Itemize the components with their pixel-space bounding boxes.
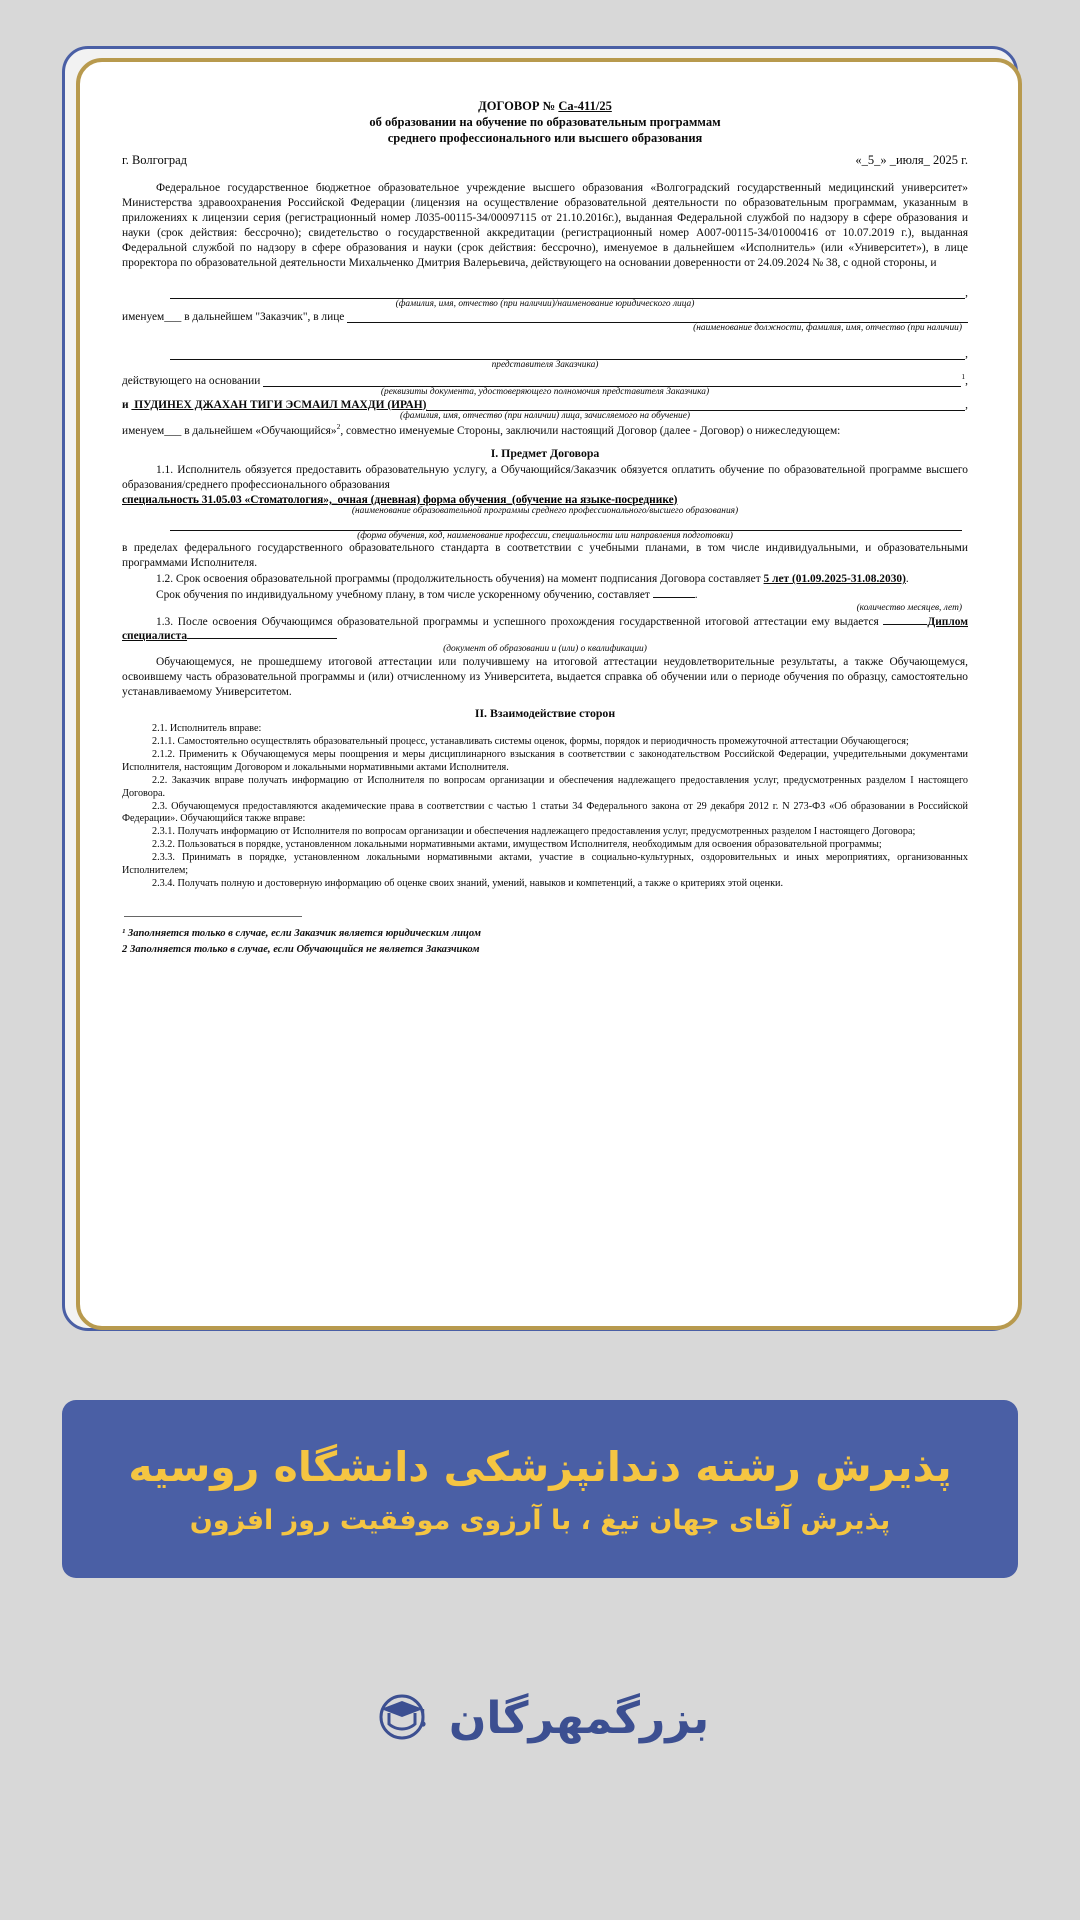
footnote-1: ¹ Заполняется только в случае, если Заказчик является юридическим лицом bbox=[122, 928, 482, 940]
form-of-study-caption: (форма обучения, код, наименование профессии, специальности или направления подготовки) bbox=[357, 530, 733, 541]
clause-1-2-individual-plan bbox=[122, 588, 968, 603]
student-name-blank[interactable] bbox=[426, 399, 965, 411]
student-name-caption: (фамилия, имя, отчество (при наличии) лица, зачисляемого на обучение) bbox=[400, 410, 690, 421]
customer-name-field-group bbox=[122, 287, 968, 310]
representative-field-group bbox=[122, 348, 968, 371]
section-two-items bbox=[122, 723, 968, 890]
clause-1-3-followup-text: Обучающемуся, не прошедшему итоговой аттестации или получившему на итоговой аттестации неудовлетворительные результаты, а также Обучающемуся, освоившему часть образовательной программы и (или) отчисленному из Университета, выдается справка об обучении или о периоде обучения по образцу, самостоятельно устанавливаемому Университетом. bbox=[122, 655, 968, 698]
joint-footnote-marker: 2 bbox=[336, 422, 341, 432]
banner-subheadline: پذیرش آقای جهان تیغ ، با آرزوی موفقیت روز افزون bbox=[189, 1504, 891, 1536]
joint-line-b: , совместно именуемые Стороны, заключили настоящий Договор (далее - Договор) о нижеследующем: bbox=[340, 425, 841, 438]
representative-caption: представителя Заказчика) bbox=[491, 360, 599, 371]
program-caption: (наименование образовательной программы среднего профессионального/высшего образования) bbox=[351, 505, 739, 516]
banner-headline: پذیرش رشته دندانپزشکی دانشگاه روسیه bbox=[128, 1442, 952, 1491]
customer-representative-blank[interactable] bbox=[347, 311, 968, 323]
place-and-date-row bbox=[122, 153, 968, 168]
diploma-blank-right[interactable] bbox=[187, 638, 337, 639]
clause-1-2-tail: . bbox=[905, 573, 909, 586]
customer-name-line: , bbox=[122, 287, 968, 299]
clause-1-2-b-post: . bbox=[694, 588, 698, 601]
clause-2-3-1: 2.3.1. Получать информацию от Исполнителя по вопросам организации и обеспечения надлежащего предоставления услуг, предусмотренных разделом I настоящего Договора; bbox=[152, 826, 916, 838]
clause-2-3: 2.3. Обучающемуся предоставляются академические права в соответствии с частью 1 статьи 34 Федерального закона от 29 декабря 2012 г. N 273-ФЗ «Об образовании в Российской Федерации». Обучающийся также вправе: bbox=[122, 800, 968, 825]
student-prefix: и bbox=[122, 398, 132, 411]
position-caption: (наименование должности, фамилия, имя, отчество (при наличии) bbox=[693, 323, 962, 334]
clause-1-3-diploma-value: Диплом специалиста bbox=[122, 615, 968, 643]
city-label: г. Волгоград bbox=[122, 153, 187, 167]
acting-basis-blank[interactable] bbox=[263, 375, 961, 387]
clause-1-3-text bbox=[122, 615, 968, 645]
footnote-divider bbox=[124, 916, 302, 917]
clause-2-3-4: 2.3.4. Получать полную и достоверную информацию об оценке своих знаний, умений, навыков и компетенций, а также о критериях этой оценки. bbox=[152, 877, 784, 889]
title-line-1 bbox=[122, 98, 968, 114]
acting-label: действующего на основании bbox=[122, 374, 264, 387]
title-line-3: среднего профессионального или высшего образования bbox=[387, 131, 703, 145]
clause-2-3-3: 2.3.3. Принимать в порядке, установленном локальными нормативными актами, участие в социально-культурных, оздоровительных и иных мероприятиях, организованных Исполнителем; bbox=[122, 851, 968, 876]
clause-1-1-program-value: специальность 31.05.03 «Стоматология»,_очная (дневная) форма обучения_(обучение на языке-посреднике) bbox=[122, 493, 678, 506]
contract-document-page bbox=[100, 76, 990, 1308]
footnote-2: 2 Заполняется только в случае, если Обучающийся не является Заказчиком bbox=[122, 944, 480, 956]
section-one-heading: I. Предмет Договора bbox=[490, 446, 600, 461]
customer-name-blank[interactable] bbox=[170, 287, 965, 299]
clause-1-2-b-pre: Срок обучения по индивидуальному учебному плану, в том числе ускоренному обучению, составляет bbox=[156, 588, 653, 601]
diploma-caption: (документ об образовании и (или) о квалификации) bbox=[443, 644, 647, 655]
acting-basis-row: действующего на основании $^1$, bbox=[122, 372, 968, 387]
representative-line: , bbox=[122, 348, 968, 360]
clause-2-3-2: 2.3.2. Пользоваться в порядке, установленном локальными нормативными актами, имуществом Исполнителя, необходимым для освоения образовательной программы; bbox=[152, 839, 882, 851]
months-caption: (количество месяцев, лет) bbox=[856, 602, 962, 613]
section-two-heading: II. Взаимодействие сторон bbox=[474, 706, 616, 721]
intro-paragraph: Федеральное государственное бюджетное образовательное учреждение высшего образования «Волгоградский государственный медицинский университет» Министерства здравоохранения Российской Федерации (лицензия на осуществление образовательной деятельности по образовательным программам, указанным в приложениях к лицензии серия (регистрационный номер Л035-00115-34/00097115 от 21.10.2016г.), выданная Федеральной службой по надзору в сфере образования и науки (срок действия: бессрочно); свидетельство о государственной аккредитации (регистрационный номер А007-00115-34/01000416 от 10.07.2019 г.), выданная Федеральной службой по надзору в сфере образования и науки (срок действия: бессрочно), именуемое в дальнейшем «Исполнитель» (или «Университет»), в лице проректора по образовательной деятельности Михальченко Дмитрия Валерьевича, действующего на основании доверенности от 24.09.2024 № 38, с одной стороны, и bbox=[122, 182, 968, 269]
clause-2-2: 2.2. Заказчик вправе получать информацию от Исполнителя по вопросам организации и обеспечения надлежащего предоставления услуг, предусмотренных разделом I настоящего Договора. bbox=[122, 774, 968, 799]
footer-brand bbox=[0, 1690, 1080, 1747]
graduation-cap-icon bbox=[371, 1690, 433, 1747]
acting-footnote-marker: 1 bbox=[961, 372, 966, 382]
clause-2-1-2: 2.1.2. Применить к Обучающемуся меры поощрения и меры дисциплинарного взыскания в соответствии с законодательством Российской Федерации, учредительными документами Исполнителя, настоящим Договором и локальными нормативными актами Исполнителя. bbox=[122, 749, 968, 773]
document-content bbox=[100, 76, 990, 1308]
document-title bbox=[122, 98, 968, 146]
customer-representative-row bbox=[122, 311, 968, 323]
clause-1-1-text: 1.1. Исполнитель обязуется предоставить образовательную услугу, а Обучающийся/Заказчик обязуется оплатить обучение по образовательной программе высшего образования/среднего профессионального образования bbox=[122, 464, 968, 491]
clause-1-1-scope-text: в пределах федерального государственного образовательного стандарта в соответствии с учебными планами, в том числе индивидуальными, и образовательными программами Исполнителя. bbox=[122, 542, 968, 570]
diploma-blank-left[interactable] bbox=[883, 624, 927, 625]
persian-announcement-banner bbox=[62, 1400, 1018, 1578]
individual-plan-blank[interactable] bbox=[653, 597, 695, 598]
student-name-value: ПУДИНЕХ ДЖАХАН ТИГИ ЭСМАИЛ МАХДИ (ИРАН) bbox=[131, 398, 427, 411]
customer-name-caption: (фамилия, имя, отчество (при наличии)/наименование юридического лица) bbox=[395, 298, 695, 309]
clause-1-2-a: 1.2. Срок освоения образовательной программы (продолжительность обучения) на момент подписания Договора составляет bbox=[156, 573, 764, 586]
clause-2-1: 2.1. Исполнитель вправе: bbox=[152, 723, 262, 735]
joint-line-a: именуем___ в дальнейшем «Обучающийся» bbox=[122, 425, 337, 438]
representative-blank[interactable] bbox=[170, 348, 965, 360]
joint-parties-paragraph bbox=[122, 422, 968, 439]
contract-number: Са-411/25 bbox=[558, 99, 612, 113]
customer-label: именуем___ в дальнейшем "Заказчик", в лице bbox=[122, 311, 348, 324]
clause-1-2-text bbox=[122, 572, 968, 587]
acting-caption: (реквизиты документа, удостоверяющего полномочия представителя Заказчика) bbox=[380, 386, 710, 397]
title-line-2: об образовании на обучение по образовательным программам bbox=[369, 115, 721, 129]
clause-1-3-a: 1.3. После освоения Обучающимся образовательной программы и успешного прохождения государственной итоговой аттестации ему выдается bbox=[156, 615, 884, 628]
date-label: «_5_» _июля_ 2025 г. bbox=[855, 153, 968, 167]
clause-1-2-duration-value: 5 лет (01.09.2025-31.08.2030) bbox=[763, 573, 906, 586]
student-name-row: и ПУДИНЕХ ДЖАХАН ТИГИ ЭСМАИЛ МАХДИ (ИРАН) , bbox=[122, 398, 968, 411]
clause-2-1-1: 2.1.1. Самостоятельно осуществлять образовательный процесс, устанавливать системы оценок, формы, порядок и периодичность промежуточной аттестации Обучающегося; bbox=[152, 736, 909, 748]
title-prefix: ДОГОВОР № bbox=[478, 99, 559, 113]
brand-name: بزرگمهرگان bbox=[448, 1693, 710, 1744]
